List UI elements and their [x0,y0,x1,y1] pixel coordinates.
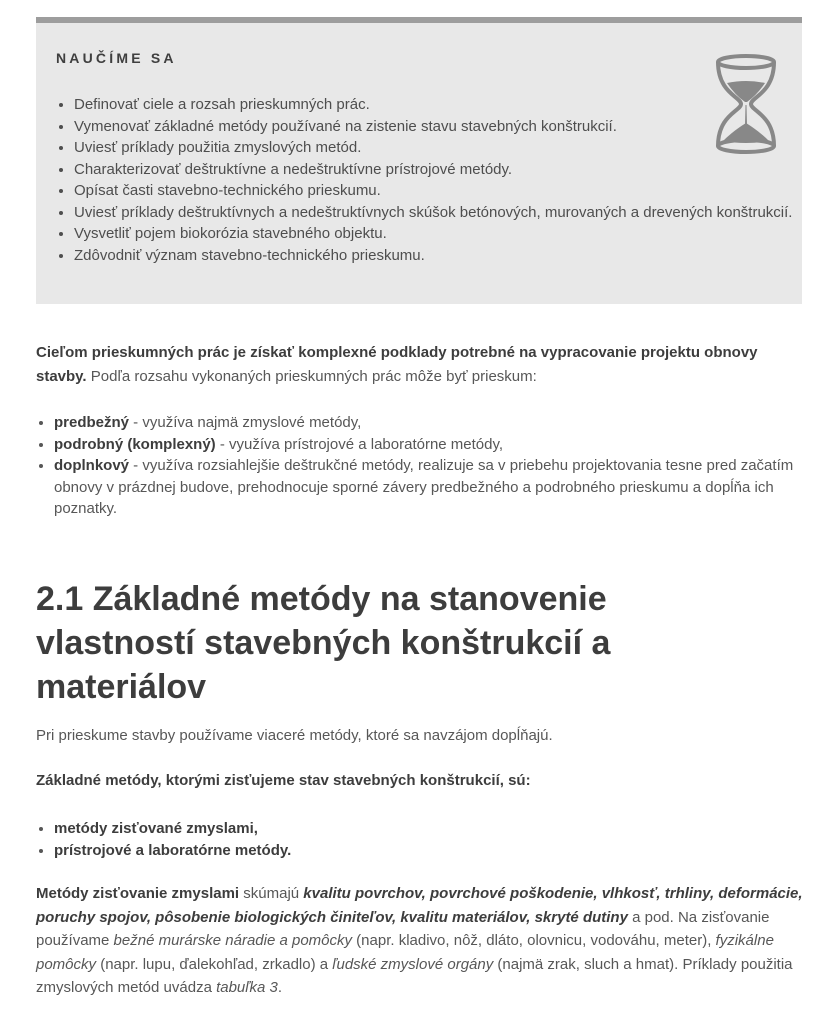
list-item [54,840,824,862]
basic-methods-label [36,769,806,793]
emphasis: fyzikálne pomôcky [36,932,774,973]
basic-method: prístrojové a laboratórne metódy. [54,841,292,859]
text: (najmä zrak, sluch a hmat). Príklady použitia zmyslových metód uvádza [36,955,793,996]
list-item: • Uviesť príklady deštruktívnych a nedeštruktívnych skúšok betónových, murovaných a drevených konštrukcií. [74,202,804,224]
intro-bold: Cieľom prieskumných prác je získať komplexné podklady potrebné na vypracovanie projektu obnovy stavby. [36,344,758,385]
text: a pod. Na zisťovanie používame [36,908,770,949]
survey-term: doplnkový [54,457,130,474]
text: (napr. lupu, ďalekohľad, zrkadlo) a [96,955,333,973]
list-item: • Uviesť príklady použitia zmyslových metód. [74,137,804,159]
senses-paragraph [36,882,806,1000]
emphasis: bežné murárske náradie a pomôcky [113,932,353,949]
text: (napr. kladivo, nôž, dláto, olovnicu, vodováhu, meter), [352,932,716,949]
survey-term: podrobný (komplexný) [54,435,216,453]
table-reference: tabuľka 3 [216,979,278,996]
intro-rest: Podľa rozsahu vykonaných prieskumných prác môže byť prieskum: [86,368,537,385]
text: skúmajú [239,885,304,902]
list-item [54,455,824,520]
hourglass-icon [713,53,779,155]
intro-paragraph [36,341,806,389]
emphasis: ľudské zmyslové orgány [332,955,494,973]
list-item [54,434,824,456]
survey-term: predbežný [54,414,130,431]
basic-method: metódy zisťované zmyslami, [54,820,258,837]
list-item: • Vymenovať základné metódy používané na zistenie stavu stavebných konštrukcií. [74,116,804,138]
list-item [54,412,824,434]
section-lead: Pri prieskume stavby používame viaceré metódy, ktoré sa navzájom dopĺňajú. [36,727,553,744]
survey-types-list [36,412,824,520]
list-item: • Charakterizovať deštruktívne a nedeštruktívne prístrojové metódy. [74,159,804,181]
survey-desc: - využíva prístrojové a laboratórne metódy, [215,435,504,453]
text: . [277,979,283,996]
list-item: • Zdôvodniť význam stavebno-technického prieskumu. [74,245,804,267]
list-item: • Definovať ciele a rozsah prieskumných prác. [74,94,804,116]
list-item [54,818,824,840]
learning-objectives-title: NAUČÍME SA [56,50,177,66]
basic-methods-list [36,818,824,861]
survey-desc: - využíva najmä zmyslové metódy, [129,414,362,431]
list-item: • Opísat časti stavebno-technického prieskumu. [74,180,804,202]
learning-objectives-list [54,94,804,266]
list-item: • Vysvetliť pojem biokorózia stavebného objektu. [74,223,804,245]
survey-desc: - využíva rozsiahlejšie deštrukčné metódy, realizuje sa v priebehu projektovania tesne pred začatím obnovy v prázdnej budove, prehodnocuje sporné závery predbežného a podrobného prieskumu a dopĺňa ich poznatky. [54,457,794,517]
section-heading: 2.1 Základné metódy na stanovenie vlastností stavebných konštrukcií a materiálov [36,580,611,706]
basic-methods-label-text: Základné metódy, ktorými zisťujeme stav stavebných konštrukcií, sú: [36,772,531,789]
senses-lead: Metódy zisťovanie zmyslami [36,885,240,902]
emphasis: kvalitu povrchov, povrchové poškodenie, vlhkosť, trhliny, deformácie, poruchy spojov, pôsobenie biologických činiteľov, kvalitu materiálov, skryté dutiny [36,885,803,926]
learning-objectives-box [36,17,802,304]
